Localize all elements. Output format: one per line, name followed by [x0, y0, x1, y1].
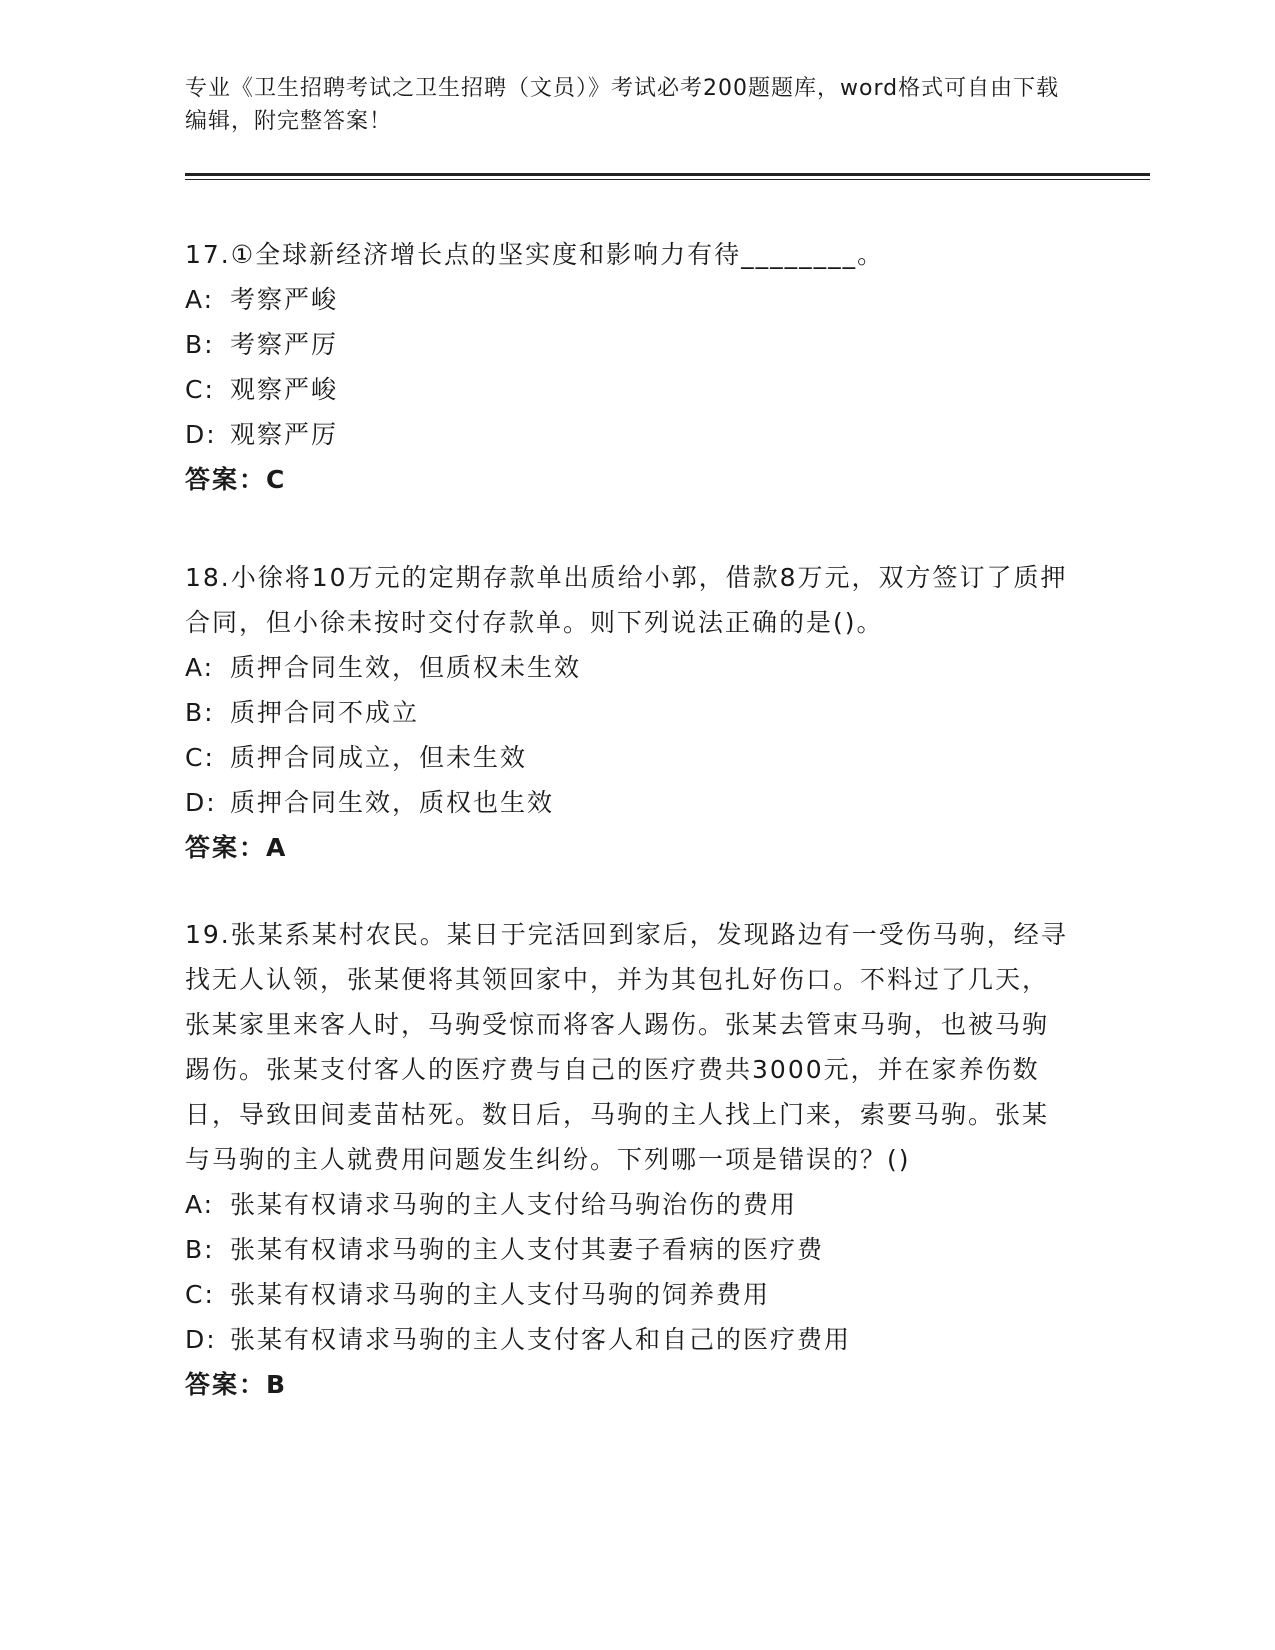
- option-letter: C:: [185, 743, 215, 772]
- option-text: 观察严峻: [230, 375, 339, 404]
- option-d: [185, 780, 1075, 825]
- option-text: 张某有权请求马驹的主人支付马驹的饲养费用: [230, 1280, 771, 1309]
- option-letter: C:: [185, 1280, 215, 1309]
- question-19: [185, 912, 1075, 1407]
- option-text: 质押合同生效，但质权未生效: [230, 653, 582, 682]
- document-header: 专业《卫生招聘考试之卫生招聘（文员）》考试必考200题题库，word格式可自由下载编辑，附完整答案！: [185, 76, 1060, 134]
- option-a: [185, 277, 1075, 322]
- option-a: [185, 645, 1075, 690]
- option-c: [185, 367, 1075, 412]
- option-b: [185, 1227, 1075, 1272]
- option-letter: D:: [185, 1325, 217, 1354]
- option-text: 观察严厉: [230, 420, 339, 449]
- option-letter: A:: [185, 1190, 215, 1219]
- option-c: [185, 735, 1075, 780]
- answer-line: 答案：B: [185, 1370, 288, 1399]
- answer-line: 答案：A: [185, 833, 288, 862]
- answer-line: 答案：C: [185, 465, 287, 494]
- option-letter: B:: [185, 1235, 215, 1264]
- header-divider-thick: [185, 173, 1150, 176]
- option-b: [185, 690, 1075, 735]
- option-text: 张某有权请求马驹的主人支付客人和自己的医疗费用: [230, 1325, 852, 1354]
- question-stem: 19.张某系某村农民。某日于完活回到家后，发现路边有一受伤马驹，经寻找无人认领，张某便将其领回家中，并为其包扎好伤口。不料过了几天，张某家里来客人时，马驹受惊而将客人踢伤。张某去管束马驹，也被马驹踢伤。张某支付客人的医疗费与自己的医疗费共3000元，并在家养伤数日，导致田间麦苗枯死。数日后，马驹的主人找上门来，索要马驹。张某与马驹的主人就费用问题发生纠纷。下列哪一项是错误的？(): [185, 920, 1068, 1174]
- option-a: [185, 1182, 1075, 1227]
- option-letter: A:: [185, 285, 215, 314]
- option-letter: D:: [185, 788, 217, 817]
- option-text: 考察严厉: [230, 330, 339, 359]
- option-text: 张某有权请求马驹的主人支付其妻子看病的医疗费: [230, 1235, 825, 1264]
- option-text: 质押合同生效，质权也生效: [230, 788, 555, 817]
- question-17: [185, 232, 1075, 502]
- option-text: 考察严峻: [230, 285, 339, 314]
- option-text: 张某有权请求马驹的主人支付给马驹治伤的费用: [230, 1190, 798, 1219]
- option-letter: C:: [185, 375, 215, 404]
- header-divider-thin: [185, 179, 1150, 180]
- option-d: [185, 1317, 1075, 1362]
- option-d: [185, 412, 1075, 457]
- option-letter: D:: [185, 420, 217, 449]
- option-text: 质押合同不成立: [230, 698, 420, 727]
- option-text: 质押合同成立，但未生效: [230, 743, 528, 772]
- question-stem: 17.①全球新经济增长点的坚实度和影响力有待________。: [185, 240, 885, 269]
- option-c: [185, 1272, 1075, 1317]
- option-letter: A:: [185, 653, 215, 682]
- question-stem: 18.小徐将10万元的定期存款单出质给小郭，借款8万元，双方签订了质押合同，但小徐未按时交付存款单。则下列说法正确的是()。: [185, 563, 1068, 637]
- option-letter: B:: [185, 330, 215, 359]
- question-18: [185, 555, 1075, 870]
- option-letter: B:: [185, 698, 215, 727]
- option-b: [185, 322, 1075, 367]
